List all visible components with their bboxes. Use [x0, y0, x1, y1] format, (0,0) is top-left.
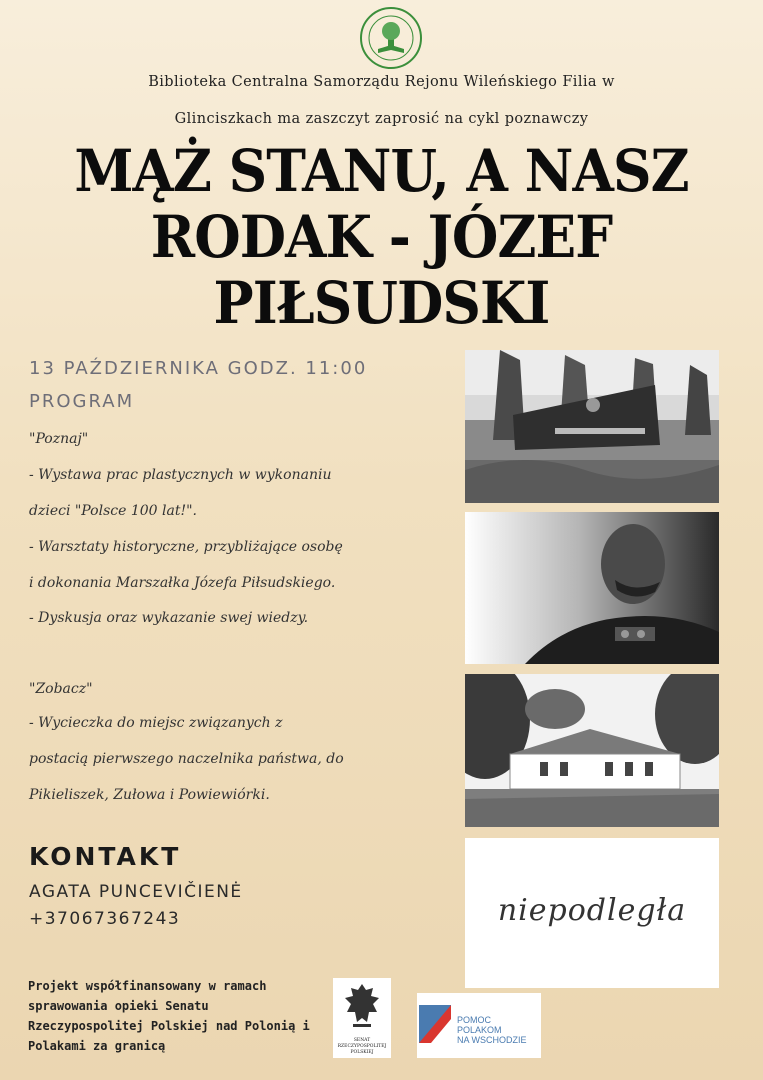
pomoc-line: POLAKOM [457, 1025, 502, 1035]
project-funding-text [28, 976, 328, 1056]
program-line: - Dyskusja oraz wykazanie swej wiedzy. [29, 610, 309, 626]
library-seal-icon [358, 5, 424, 71]
event-date: 13 PAŹDZIERNIKA GODZ. 11:00 [29, 358, 368, 379]
project-line: Polakami za granicą [28, 1039, 166, 1053]
eagle-emblem-icon [333, 978, 391, 1038]
project-line: Rzeczypospolitej Polskiej nad Polonią i [28, 1019, 310, 1033]
intro-line-2: Glinciszkach ma zaszczyt zaprosić na cykl poznawczy [174, 111, 589, 127]
program-line: "Poznaj" [29, 431, 89, 447]
contact-name: AGATA PUNCEVIČIENĖ [29, 882, 243, 902]
pomoc-line: POMOC [457, 1015, 492, 1025]
pomoc-line: NA WSCHODZIE [457, 1035, 527, 1045]
senat-line: RZECZYPOSPOLITEJ [337, 1044, 387, 1049]
senat-line: SENAT [353, 1038, 371, 1043]
pilsudski-portrait-photo [465, 512, 719, 664]
niepodlegla-logo [465, 838, 719, 988]
manor-house-photo [465, 674, 719, 827]
senat-logo [333, 978, 391, 1058]
memorial-stone-photo [465, 350, 719, 503]
pomoc-logo-mark-icon [417, 993, 457, 1058]
title-line-2: RODAK - JÓZEF [150, 203, 613, 271]
program-line: postacią pierwszego naczelnika państwa, do [29, 751, 344, 767]
program-line: - Wycieczka do miejsc związanych z [29, 715, 283, 731]
page-title [49, 138, 714, 336]
pomoc-caption [457, 1015, 527, 1045]
program-line: Pikieliszek, Zułowa i Powiewiórki. [29, 787, 270, 803]
project-line: Projekt współfinansowany w ramach [28, 979, 267, 993]
niepodlegla-signature: niepodległa [497, 893, 687, 928]
intro-text [40, 64, 723, 138]
senat-line: POLSKIEJ [350, 1050, 374, 1055]
title-line-1: MĄŻ STANU, A NASZ [74, 137, 689, 205]
program-line: i dokonania Marszałka Józefa Piłsudskiego. [29, 575, 336, 591]
program-line: - Wystawa prac plastycznych w wykonaniu [29, 467, 332, 483]
contact-heading: KONTAKT [29, 842, 182, 871]
program-line: "Zobacz" [29, 681, 93, 697]
contact-phone: +37067367243 [29, 909, 181, 929]
title-line-3: PIŁSUDSKI [213, 269, 550, 337]
program-label: PROGRAM [29, 391, 135, 412]
pomoc-polakom-logo [417, 993, 541, 1058]
program-line: dzieci "Polsce 100 lat!". [29, 503, 197, 519]
project-line: sprawowania opieki Senatu [28, 999, 209, 1013]
senat-caption [333, 1038, 391, 1056]
intro-line-1: Biblioteka Centralna Samorządu Rejonu Wileńskiego Filia w [148, 74, 615, 90]
program-line: - Warsztaty historyczne, przybliżające osobę [29, 539, 343, 555]
